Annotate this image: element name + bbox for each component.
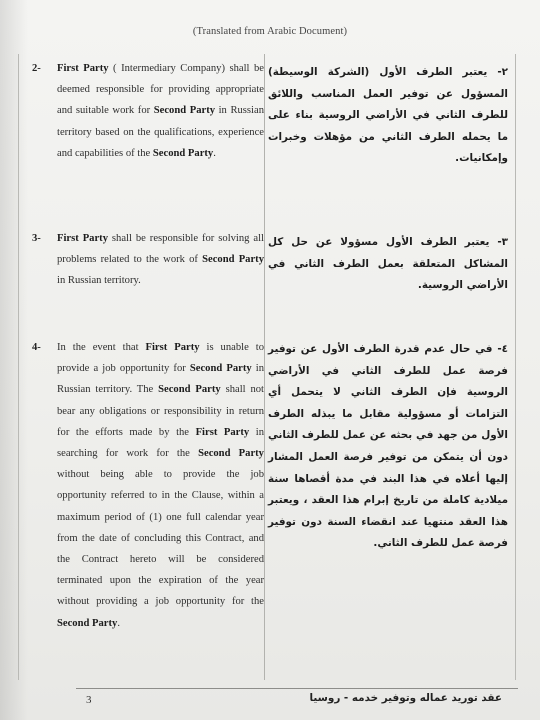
text-run: . (117, 617, 120, 629)
clause-2-english (32, 58, 264, 164)
clause-text (57, 58, 264, 164)
text-run: in searching for work for the (57, 426, 264, 460)
clause-number: 4- (32, 342, 41, 353)
party-name: First Party (145, 342, 200, 353)
page-number: 3 (86, 694, 92, 706)
clause-number: 3- (32, 233, 41, 244)
text-run: in Russian territory. (57, 275, 141, 287)
party-name: Second Party (57, 617, 118, 629)
column-divider (264, 54, 265, 680)
clause-4-english (32, 337, 264, 634)
clause-3-english (32, 228, 264, 292)
clause-text (57, 228, 264, 292)
clause-4-arabic: ٤- في حال عدم قدرة الطرف الأول عن توفير فرصة عمل للطرف الثاني في الأراضي الروسية فإن الطرف الثاني لا يتحمل أي التزامات أو مسؤولية مقابل ما يبذله الطرف الأول من جهد في بحثه عن عمل للطرف الثاني دون أن يتمكن من توفير فرصة العمل المشار إليها أعلاه في هذا البند في مدة أقصاها سنة ميلادية كاملة من تاريخ إبرام هذا العقد ، ويعتبر هذا العقد منتهيا عند انقضاء السنة دون توفير فرصة عمل للطرف الثاني. (268, 343, 508, 550)
party-name: Second Party (198, 448, 264, 460)
text-run: in Russian territory based on the qualifications, experience and capabilities of the (57, 105, 264, 159)
text-run: shall not bear any obligations or responsibility in return for the efforts made by the (57, 384, 265, 438)
text-run: ( Intermediary Company) shall be deemed responsible for providing appropriate and suitable work for (57, 63, 264, 117)
clause-3-arabic: ٣- يعتبر الطرف الأول مسؤولا عن حل كل المشاكل المتعلقة بعمل الطرف الثاني في الأراضي الروسية. (268, 236, 508, 292)
text-run: in Russian territory. The (57, 363, 264, 396)
party-name: Second Party (202, 254, 264, 266)
text-run: shall be responsible for solving all problems related to the work of (57, 233, 264, 266)
party-name: First Party (57, 63, 109, 74)
clause-text (57, 337, 264, 634)
text-run: is unable to provide a job opportunity for (57, 342, 264, 375)
clause-2-arabic: ٢- يعتبر الطرف الأول (الشركة الوسيطة) المسؤول عن توفير العمل المناسب واللائق للطرف الثاني في الأراضي الروسية بناء على ما يحمله الطرف الثاني من مؤهلات وخبرات وإمكانيات. (268, 66, 508, 165)
translation-note: (Translated from Arabic Document) (192, 26, 348, 37)
party-name: Second Party (153, 105, 216, 117)
footer-title: عقد توريد عماله وتوفير خدمه - روسيا (309, 692, 502, 704)
party-name: First Party (195, 426, 250, 438)
party-name: First Party (57, 233, 108, 244)
party-name: Second Party (158, 384, 221, 396)
party-name: Second Party (152, 147, 214, 159)
party-name: Second Party (189, 363, 252, 375)
footer-rule (76, 688, 518, 689)
text-run: . (213, 147, 216, 159)
clause-number: 2- (32, 63, 41, 74)
text-run: In the event that (57, 342, 146, 353)
text-run: without being able to provide the job opportunity referred to in the Clause, within a maximum period of (1) one full calendar year from the date of concluding this Contract, and the Contract hereto will be considered terminated upon the expiration of the year without providing a job opportunity for the (57, 469, 264, 608)
